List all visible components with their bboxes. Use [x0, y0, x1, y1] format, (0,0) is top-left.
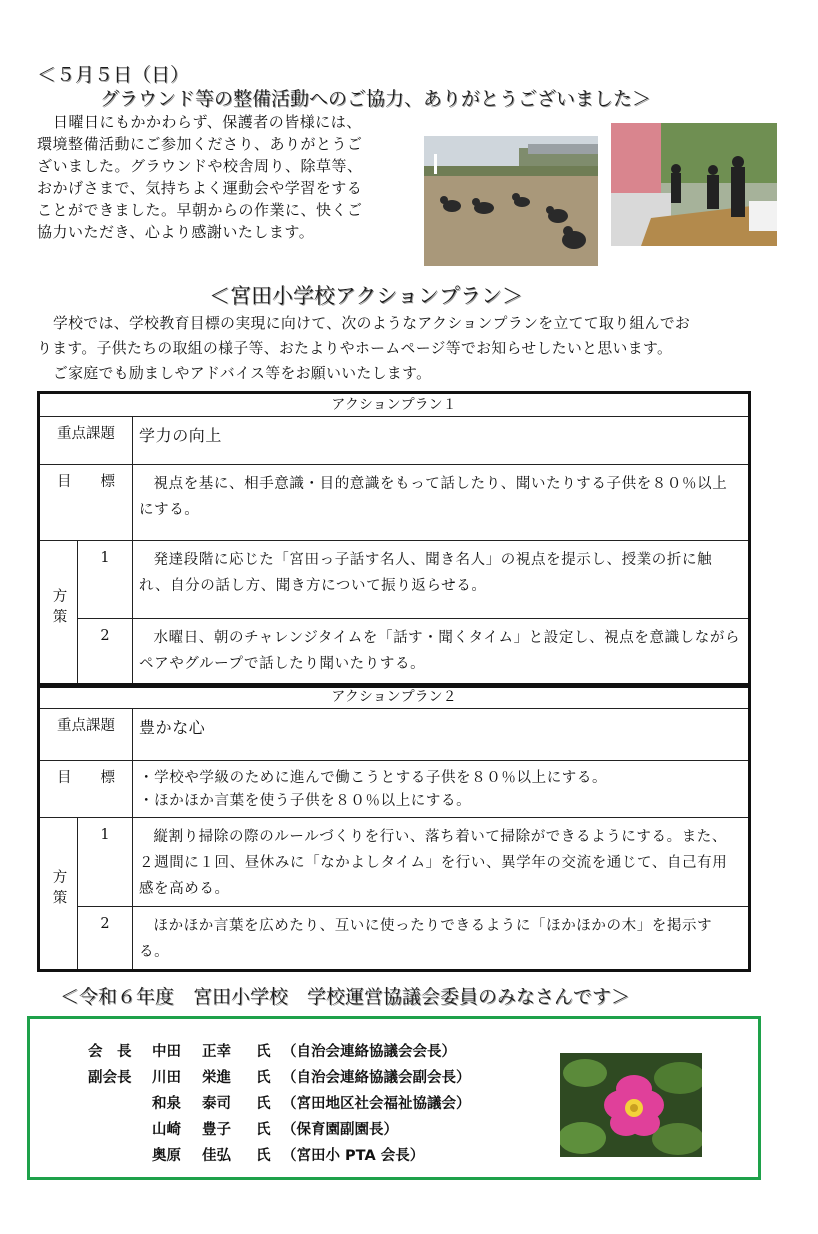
- focus-label: 重点課題: [39, 417, 133, 465]
- measure-number: 2: [78, 907, 133, 971]
- member-given-name: 佳弘: [202, 1148, 231, 1164]
- member-family-name: 川田: [152, 1070, 181, 1086]
- event-body-line: 日曜日にもかかわらず、保護者の皆様には、: [53, 113, 362, 131]
- member-given-name: 栄進: [202, 1070, 231, 1086]
- rose-flower-photo: [560, 1053, 702, 1157]
- groundwork-photo: [611, 123, 777, 246]
- intro-line: ご家庭でも励ましやアドバイス等をお願いいたします。: [53, 365, 432, 382]
- weeding-photo: [424, 136, 598, 266]
- measure-text: 水曜日、朝のチャレンジタイムを「話す・聞くタイム」と設定し、視点を意識しながらペアやグループで話したり聞いたりする。: [133, 619, 750, 687]
- member-honorific: 氏: [256, 1122, 271, 1138]
- event-body: [37, 111, 397, 243]
- measures-label-text: 方策: [50, 868, 67, 910]
- measures-label: [39, 541, 78, 687]
- member-honorific: 氏: [256, 1096, 271, 1112]
- goal-label: 目 標: [39, 761, 133, 818]
- goal-line: ・ほかほか言葉を使う子供を８０％以上にする。: [139, 793, 472, 809]
- member-given-name: 豊子: [202, 1122, 231, 1138]
- goal-value: 視点を基に、相手意識・目的意識をもって話したり、聞いたりする子供を８０％以上にする。: [133, 465, 750, 541]
- event-body-line: ことができました。早朝からの作業に、快くご: [37, 201, 363, 219]
- focus-value: 豊かな心: [133, 709, 750, 761]
- member-affiliation: （保育園副園長）: [282, 1122, 398, 1138]
- measure-number: 1: [78, 541, 133, 619]
- member-honorific: 氏: [256, 1044, 271, 1060]
- goal-line: ・学校や学級のために進んで働こうとする子供を８０％以上にする。: [139, 770, 608, 786]
- event-body-line: 環境整備活動にご参加くださり、ありがとうご: [37, 135, 363, 153]
- measure-text: 縦割り掃除の際のルールづくりを行い、落ち着いて掃除ができるようにする。また、２週間に１回、昼休みに「なかよしタイム」を行い、異学年の交流を通じて、自己有用感を高める。: [133, 818, 750, 907]
- plan-caption: アクションプラン１: [39, 393, 750, 417]
- member-affiliation: （自治会連絡協議会会長）: [282, 1044, 456, 1060]
- event-body-line: ざいました。グラウンドや校舎周り、除草等、: [37, 157, 363, 175]
- intro-line: ります。子供たちの取組の様子等、おたよりやホームページ等でお知らせしたいと思います。: [37, 340, 673, 357]
- member-honorific: 氏: [256, 1148, 271, 1164]
- focus-value: 学力の向上: [133, 417, 750, 465]
- action-plan-2-table: [37, 683, 751, 972]
- measures-label-text: 方策: [50, 588, 67, 629]
- goal-value: [133, 761, 750, 818]
- member-family-name: 和泉: [152, 1096, 181, 1112]
- goal-label: 目 標: [39, 465, 133, 541]
- event-date-heading: ＜５月５日（日）: [37, 64, 190, 86]
- measure-text: ほかほか言葉を広めたり、互いに使ったりできるように「ほかほかの木」を掲示する。: [133, 907, 750, 971]
- measure-number: 1: [78, 818, 133, 907]
- action-plan-heading: ＜宮田小学校アクションプラン＞: [209, 284, 523, 308]
- member-role: 副会長: [88, 1070, 132, 1086]
- member-family-name: 中田: [152, 1044, 181, 1060]
- intro-line: 学校では、学校教育目標の実現に向けて、次のようなアクションプランを立てて取り組んでお: [53, 315, 691, 332]
- member-affiliation: （宮田地区社会福祉協議会）: [282, 1096, 471, 1112]
- member-family-name: 奥原: [152, 1148, 181, 1164]
- action-plan-1-table: [37, 391, 751, 688]
- event-thanks-heading: グラウンド等の整備活動へのご協力、ありがとうございました＞: [100, 88, 652, 110]
- action-plan-intro: [37, 311, 777, 386]
- plan-caption: アクションプラン２: [39, 685, 750, 709]
- member-affiliation: （宮田小 PTA 会長）: [282, 1148, 425, 1164]
- focus-label: 重点課題: [39, 709, 133, 761]
- measure-number: 2: [78, 619, 133, 687]
- measures-label: [39, 818, 78, 971]
- event-body-line: おかげさまで、気持ちよく運動会や学習をする: [37, 179, 363, 197]
- member-honorific: 氏: [256, 1070, 271, 1086]
- measure-text: 発達段階に応じた「宮田っ子話す名人、聞き名人」の視点を提示し、授業の折に触れ、自分の話し方、聞き方について振り返らせる。: [133, 541, 750, 619]
- member-given-name: 泰司: [202, 1096, 231, 1112]
- event-body-line: 協力いただき、心より感謝いたします。: [37, 223, 315, 241]
- member-family-name: 山崎: [152, 1122, 181, 1138]
- member-role: 会 長: [88, 1044, 132, 1060]
- member-given-name: 正幸: [202, 1044, 231, 1060]
- council-heading: ＜令和６年度 宮田小学校 学校運営協議会委員のみなさんです＞: [60, 986, 631, 1008]
- member-affiliation: （自治会連絡協議会副会長）: [282, 1070, 471, 1086]
